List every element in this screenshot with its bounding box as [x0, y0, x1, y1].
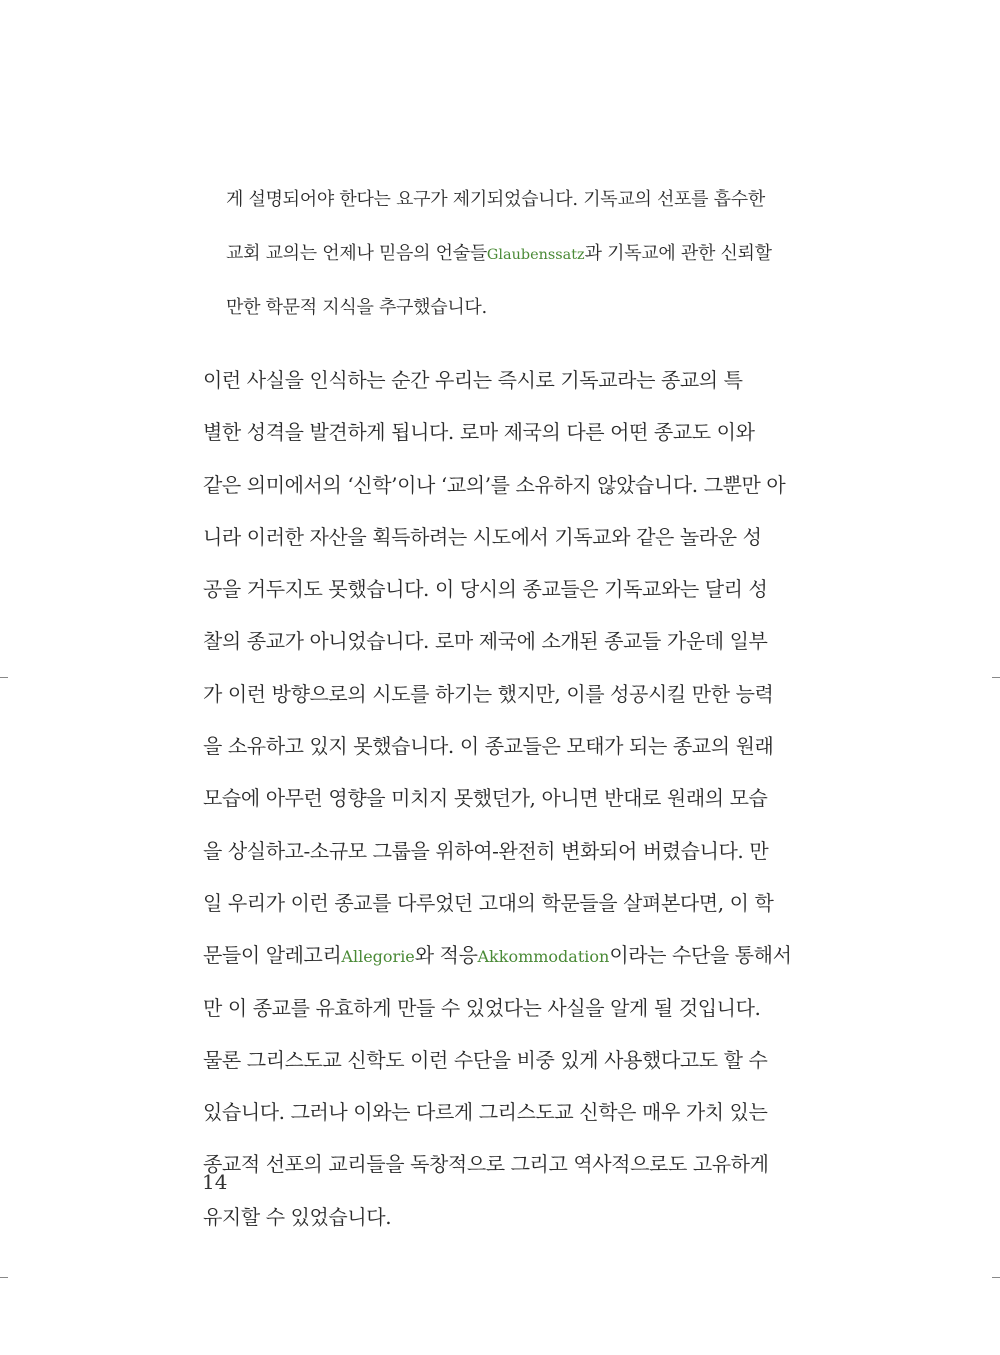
text-run: 가 이런 방향으로의 시도를 하기는 했지만, 이를 성공시킬 만한 능력: [203, 681, 774, 706]
body-line: [203, 563, 795, 615]
text-run: 니라 이러한 자산을 획득하려는 시도에서 기독교와 같은 놀라운 성: [203, 524, 762, 549]
text-run: 과 기독교에 관한 신뢰할: [584, 243, 772, 264]
quote-line: [226, 232, 796, 286]
body-line: [203, 1034, 795, 1086]
body-line: [203, 772, 795, 824]
body-line: [203, 615, 795, 667]
body-line: [203, 1138, 795, 1190]
body-line: [203, 825, 795, 877]
foreign-term: Glaubenssatz: [486, 247, 585, 263]
text-run: 같은 의미에서의 ‘신학’이나 ‘교의’를 소유하지 않았습니다. 그뿐만 아: [203, 472, 786, 497]
page-number: 14: [202, 1170, 228, 1194]
trim-mark-bottom-left: [0, 1277, 8, 1278]
body-line: [203, 354, 795, 406]
body-paragraph: [203, 354, 795, 1243]
body-line: [203, 459, 795, 511]
text-run: 와 적응: [414, 943, 478, 968]
quote-line: [226, 286, 796, 340]
text-run: 이런 사실을 인식하는 순간 우리는 즉시로 기독교라는 종교의 특: [203, 368, 743, 392]
text-run: 게 설명되어야 한다는 요구가 제기되었습니다. 기독교의 선포를 흡수한: [226, 189, 765, 210]
text-run: 만 이 종교를 유효하게 만들 수 있었다는 사실을 알게 될 것입니다.: [203, 995, 761, 1020]
text-run: 있습니다. 그러나 이와는 다르게 그리스도교 신학은 매우 가치 있는: [203, 1100, 768, 1125]
text-run: 별한 성격을 발견하게 됩니다. 로마 제국의 다른 어떤 종교도 이와: [203, 420, 755, 445]
body-line: [203, 511, 795, 563]
text-run: 공을 거두지도 못했습니다. 이 당시의 종교들은 기독교와는 달리 성: [203, 577, 768, 602]
text-run: 일 우리가 이런 종교를 다루었던 고대의 학문들을 살펴본다면, 이 학: [203, 890, 774, 915]
text-run: 모습에 아무런 영향을 미치지 못했던가, 아니면 반대로 원래의 모습: [203, 786, 768, 811]
trim-mark-right: [992, 677, 1000, 678]
text-run: 을 상실하고-소규모 그룹을 위하여-완전히 변화되어 버렸습니다. 만: [203, 838, 769, 863]
body-line: [203, 982, 795, 1034]
trim-mark-left: [0, 677, 8, 678]
foreign-term: Akkommodation: [477, 947, 610, 967]
body-line: [203, 406, 795, 458]
text-run: 을 소유하고 있지 못했습니다. 이 종교들은 모태가 되는 종교의 원래: [203, 734, 774, 759]
text-run: 문들이 알레고리: [203, 943, 342, 968]
text-run: 물론 그리스도교 신학도 이런 수단을 비중 있게 사용했다고도 할 수: [203, 1047, 768, 1072]
body-line: [203, 1191, 795, 1243]
text-run: 찰의 종교가 아니었습니다. 로마 제국에 소개된 종교들 가운데 일부: [203, 629, 768, 654]
trim-mark-bottom-right: [992, 1277, 1000, 1278]
text-run: 만한 학문적 지식을 추구했습니다.: [226, 297, 487, 318]
body-line: [203, 877, 795, 929]
text-run: 유지할 수 있었습니다.: [203, 1204, 392, 1229]
body-line: [203, 929, 795, 981]
quote-line: [226, 178, 796, 232]
text-run: 교회 교의는 언제나 믿음의 언술들: [226, 243, 487, 264]
body-line: [203, 720, 795, 772]
text-run: 이라는 수단을 통해서: [609, 943, 792, 968]
body-line: [203, 668, 795, 720]
body-line: [203, 1086, 795, 1138]
foreign-term: Allegorie: [341, 947, 415, 967]
indented-quote-block: [226, 178, 796, 340]
text-run: 종교적 선포의 교리들을 독창적으로 그리고 역사적으로도 고유하게: [203, 1152, 769, 1177]
